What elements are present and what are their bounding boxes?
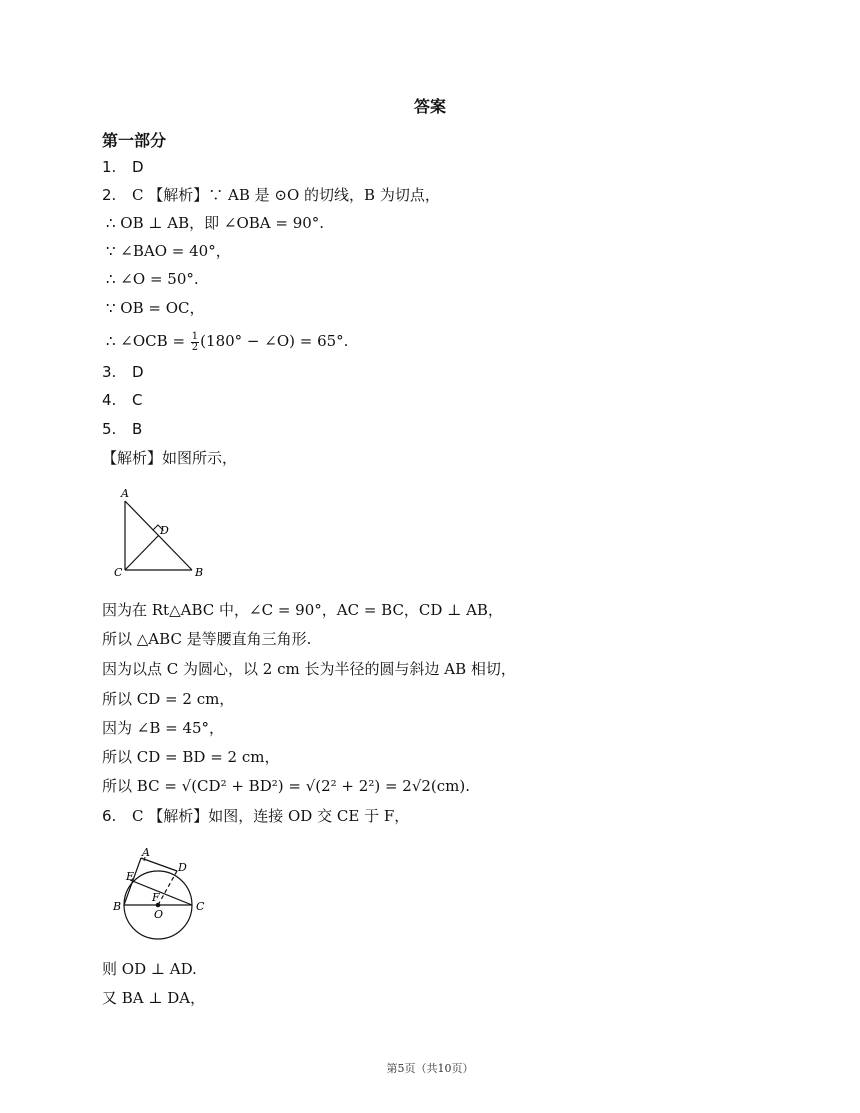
- question-number: 3.: [102, 363, 117, 381]
- answer-5: [102, 419, 142, 439]
- question-number: 2.: [102, 186, 117, 204]
- question-number: 4.: [102, 391, 117, 409]
- circle-figure: [108, 842, 214, 946]
- triangle-figure: [108, 484, 213, 580]
- step-suffix: (180° − ∠O) = 65°.: [200, 332, 349, 350]
- answer-4: [102, 390, 142, 410]
- solution-line: 所以 CD = 2 cm，: [102, 690, 235, 708]
- analysis-intro: 【解析】如图所示，: [102, 449, 238, 467]
- label-d: D: [178, 861, 187, 874]
- answer-letter: C: [132, 391, 143, 409]
- label-e: E: [126, 870, 135, 883]
- page-title: 答案: [413, 97, 446, 116]
- solution-step: ∵ ∠BAO = 40°，: [106, 242, 231, 260]
- answer-text: C 【解析】∵ AB 是 ⊙O 的切线，B 为切点，: [132, 186, 440, 204]
- label-b: B: [195, 566, 204, 579]
- label-c: C: [196, 900, 205, 913]
- numerator: 1: [191, 330, 199, 342]
- page-footer: 第5页（共10页）: [386, 1062, 474, 1075]
- solution-line: 因为以点 C 为圆心，以 2 cm 长为半径的圆与斜边 AB 相切，: [102, 660, 516, 678]
- label-b: B: [113, 900, 122, 913]
- label-f: F: [152, 891, 160, 904]
- question-number: 5.: [102, 420, 117, 438]
- label-c: C: [114, 566, 123, 579]
- solution-line: 因为在 Rt△ABC 中，∠C = 90°，AC = BC，CD ⊥ AB，: [102, 601, 503, 619]
- answer-letter: B: [132, 420, 143, 438]
- answer-letter: D: [132, 363, 144, 381]
- question-number: 6.: [102, 807, 117, 825]
- answer-text: C 【解析】如图，连接 OD 交 CE 于 F，: [132, 807, 410, 825]
- solution-line: 则 OD ⊥ AD.: [102, 960, 197, 978]
- section-heading: 第一部分: [102, 131, 167, 150]
- denominator: 2: [191, 341, 199, 353]
- label-d: D: [160, 524, 169, 537]
- answer-6: [102, 806, 409, 826]
- label-o: O: [154, 908, 164, 921]
- solution-step: ∴ OB ⊥ AB，即 ∠OBA = 90°.: [106, 214, 325, 232]
- solution-line: 所以 CD = BD = 2 cm，: [102, 748, 280, 766]
- label-a: A: [121, 487, 129, 500]
- answer-letter: D: [132, 158, 144, 176]
- answer-1: [102, 157, 144, 177]
- solution-step: ∴ ∠O = 50°.: [106, 270, 199, 288]
- step-prefix: ∴ ∠OCB =: [106, 332, 190, 350]
- fraction: [191, 332, 199, 353]
- answer-2: [102, 185, 440, 205]
- answer-3: [102, 362, 144, 382]
- solution-line: 所以 BC = √(CD² + BD²) = √(2² + 2²) = 2√2(cm).: [102, 777, 471, 795]
- solution-step-fraction: [106, 331, 348, 353]
- question-number: 1.: [102, 158, 117, 176]
- label-a: A: [142, 846, 150, 859]
- solution-line: 所以 △ABC 是等腰直角三角形.: [102, 630, 312, 648]
- solution-line: 又 BA ⊥ DA，: [102, 989, 206, 1007]
- solution-line: 因为 ∠B = 45°，: [102, 719, 225, 737]
- solution-step: ∵ OB = OC，: [106, 299, 205, 317]
